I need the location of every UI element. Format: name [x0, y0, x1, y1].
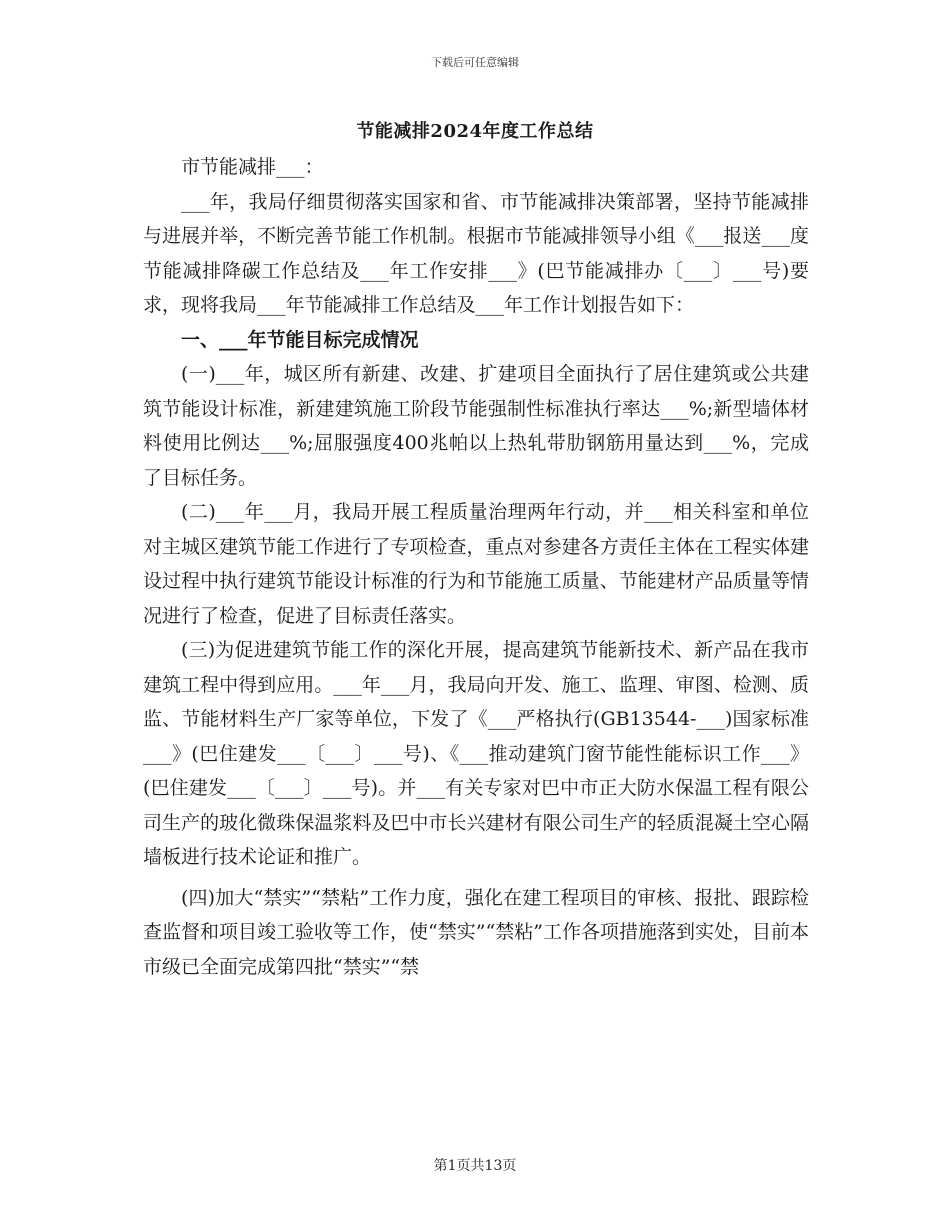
item-paragraph-1: (一)___年，城区所有新建、改建、扩建项目全面执行了居住建筑或公共建筑节能设计标准，新建建筑施工阶段节能强制性标准执行率达___%;新型墙体材料使用比例达___%;屈服强度400兆帕以上热轧带肋钢筋用量达到___%，完成了目标任务。 [143, 363, 809, 489]
header-note: 下载后可任意编辑 [431, 56, 519, 69]
page-number-footer: 第1页共13页 [433, 1158, 517, 1174]
item-paragraph-2: (二)___年___月，我局开展工程质量治理两年行动，并___相关科室和单位对主城区建筑节能工作进行了专项检查，重点对参建各方责任主体在工程实体建设过程中执行建筑节能设计标准的行为和节能施工质量、节能建材产品质量等情况进行了检查，促进了目标责任落实。 [143, 501, 809, 627]
intro-paragraph: ___年，我局仔细贯彻落实国家和省、市节能减排决策部署，坚持节能减排与进展并举，不断完善节能工作机制。根据市节能减排领导小组《___报送___度节能减排降碳工作总结及___年工作安排___》(巴节能减排办〔___〕___号)要求，现将我局___年节能减排工作总结及___年工作计划报告如下： [143, 190, 809, 316]
section-heading-1: 一、___年节能目标完成情况 [181, 328, 419, 351]
document-title: 节能减排2024年度工作总结 [356, 121, 594, 142]
salutation: 市节能减排___： [181, 156, 324, 178]
document-body [143, 150, 809, 984]
item-paragraph-3: (三)为促进建筑节能工作的深化开展，提高建筑节能新技术、新产品在我市建筑工程中得到应用。___年___月，我局向开发、施工、监理、审图、检测、质监、节能材料生产厂家等单位，下发了《___严格执行(GB13544-___)国家标准___》(巴住建发___〔___〕___号)、《___推动建筑门窗节能性能标识工作___》(巴住建发___〔___〕___号)。并___有关专家对巴中市正大防水保温工程有限公司生产的玻化微珠保温浆料及巴中市长兴建材有限公司生产的轻质混凝土空心隔墙板进行技术论证和推广。 [143, 639, 809, 868]
item-paragraph-4: (四)加大“禁实”“禁粘”工作力度，强化在建工程项目的审核、报批、跟踪检查监督和项目竣工验收等工作，使“禁实”“禁粘”工作各项措施落到实处，目前本市级已全面完成第四批“禁实”“禁 [143, 886, 809, 978]
